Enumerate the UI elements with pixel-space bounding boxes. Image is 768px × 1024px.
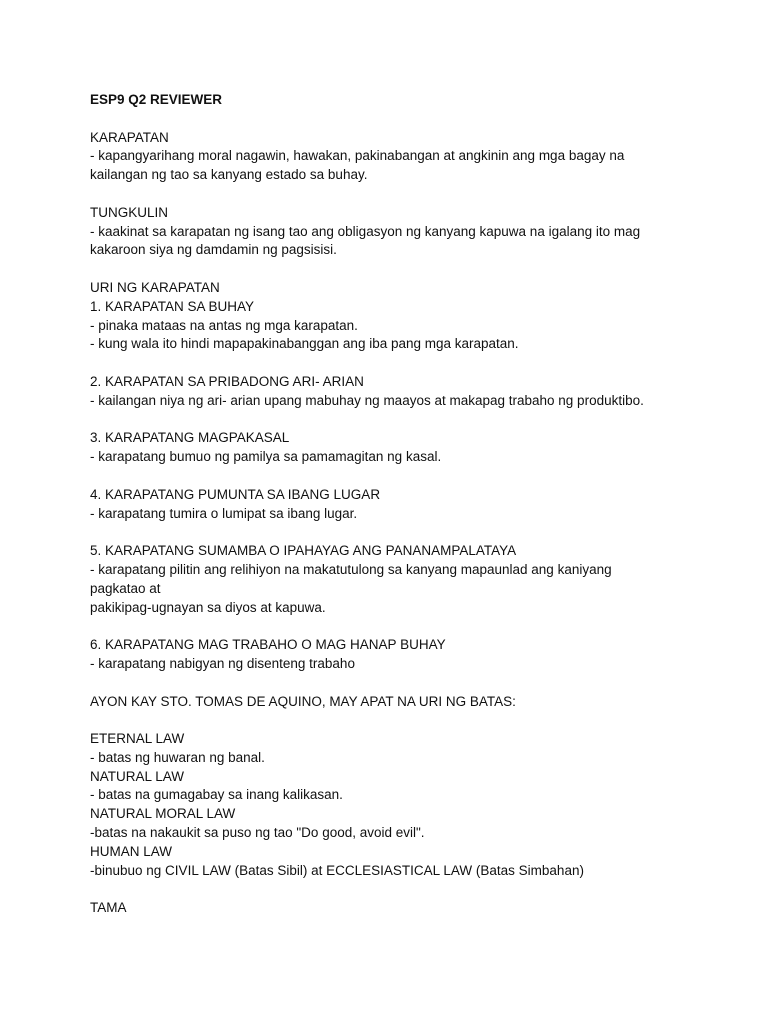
text-line: kailangan ng tao sa kanyang estado sa buhay. <box>90 167 368 183</box>
text-line: - batas na gumagabay sa inang kalikasan. <box>90 787 343 803</box>
text-line: - karapatang bumuo ng pamilya sa pamamagitan ng kasal. <box>90 449 442 465</box>
section-heading: 4. KARAPATANG PUMUNTA SA IBANG LUGAR <box>90 486 381 502</box>
blank-line <box>90 110 690 129</box>
blank-line <box>90 674 690 693</box>
text-line: -binubuo ng CIVIL LAW (Batas Sibil) at ECCLESIASTICAL LAW (Batas Simbahan) <box>90 862 584 878</box>
text-line: pagkatao at <box>90 580 161 596</box>
text-line: -batas na nakaukit sa puso ng tao "Do good, avoid evil". <box>90 825 425 841</box>
section-heading: ETERNAL LAW <box>90 731 185 747</box>
blank-line <box>90 467 690 486</box>
section-heading: 2. KARAPATAN SA PRIBADONG ARI- ARIAN <box>90 373 364 389</box>
blank-line <box>90 185 690 204</box>
text-line: - kapangyarihang moral nagawin, hawakan, pakinabangan at angkinin ang mga bagay na <box>90 148 625 164</box>
text-line: - pinaka mataas na antas ng mga karapatan. <box>90 317 358 333</box>
section-heading: URI NG KARAPATAN <box>90 279 220 295</box>
blank-line <box>90 354 690 373</box>
document-body <box>90 110 690 918</box>
document-title: ESP9 Q2 REVIEWER <box>90 92 223 107</box>
blank-line <box>90 711 690 730</box>
text-line: - karapatang tumira o lumipat sa ibang lugar. <box>90 505 358 521</box>
section-heading: TAMA <box>90 900 127 916</box>
blank-line <box>90 523 690 542</box>
section-heading: AYON KAY STO. TOMAS DE AQUINO, MAY APAT NA URI NG BATAS: <box>90 693 516 709</box>
text-line: kakaroon siya ng damdamin ng pagsisisi. <box>90 242 337 258</box>
text-line: - kaakinat sa karapatan ng isang tao ang obligasyon ng kanyang kapuwa na igalang ito mag <box>90 223 641 239</box>
section-heading: TUNGKULIN <box>90 204 169 220</box>
section-heading: NATURAL MORAL LAW <box>90 806 236 822</box>
text-line: - karapatang pilitin ang relihiyon na makatutulong sa kanyang mapaunlad ang kaniyang <box>90 561 612 577</box>
text-line: pakikipag-ugnayan sa diyos at kapuwa. <box>90 599 326 615</box>
text-line: - kung wala ito hindi mapapakinabanggan ang iba pang mga karapatan. <box>90 336 519 352</box>
text-line: - karapatang nabigyan ng disenteng trabaho <box>90 655 355 671</box>
section-heading: 6. KARAPATANG MAG TRABAHO O MAG HANAP BUHAY <box>90 637 446 653</box>
section-heading: 5. KARAPATANG SUMAMBA O IPAHAYAG ANG PANANAMPALATAYA <box>90 543 517 559</box>
blank-line <box>90 260 690 279</box>
section-heading: 1. KARAPATAN SA BUHAY <box>90 298 255 314</box>
section-heading: 3. KARAPATANG MAGPAKASAL <box>90 430 290 446</box>
document-page <box>90 91 690 918</box>
text-line: - batas ng huwaran ng banal. <box>90 749 265 765</box>
blank-line <box>90 617 690 636</box>
blank-line <box>90 411 690 430</box>
section-heading: NATURAL LAW <box>90 768 185 784</box>
section-heading: KARAPATAN <box>90 129 169 145</box>
blank-line <box>90 880 690 899</box>
text-line: - kailangan niya ng ari- arian upang mabuhay ng maayos at makapag trabaho ng produktibo. <box>90 392 644 408</box>
section-heading: HUMAN LAW <box>90 843 173 859</box>
